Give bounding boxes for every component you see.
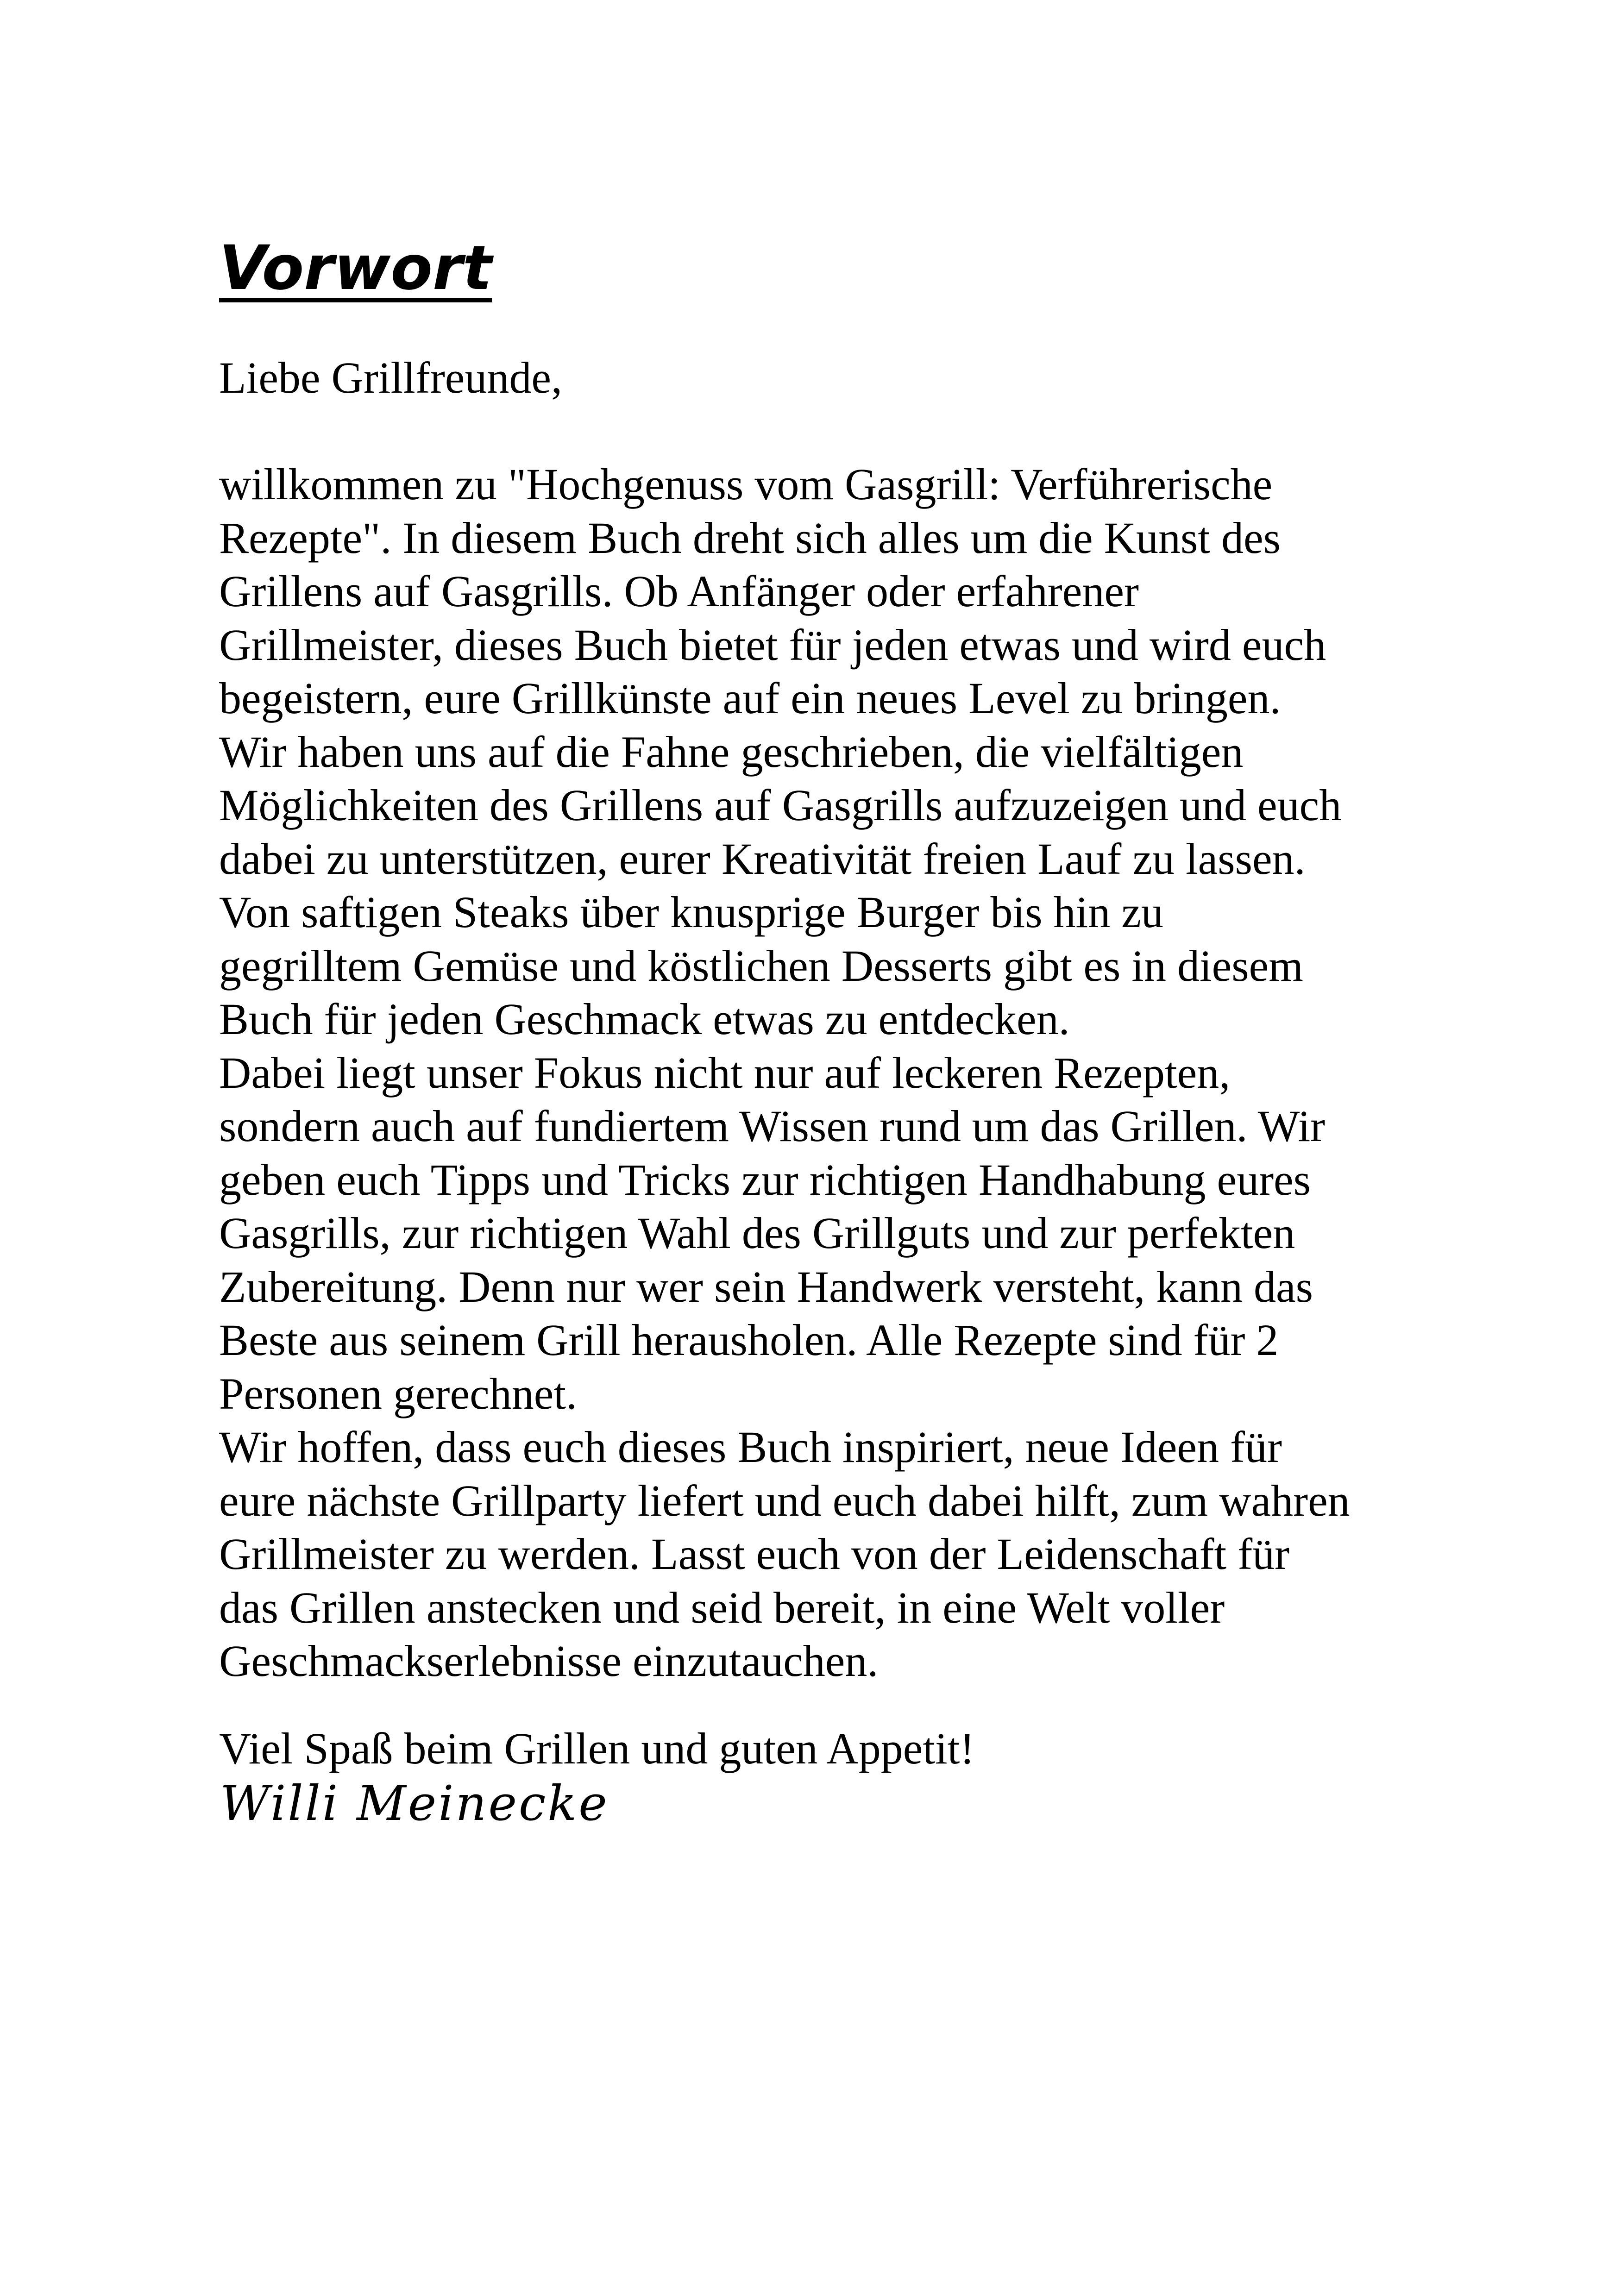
- body-line: geben euch Tipps und Tricks zur richtigen Handhabung eures: [219, 1154, 1311, 1204]
- body-line: Möglichkeiten des Grillens auf Gasgrills aufzuzeigen und euch: [219, 780, 1342, 830]
- body-line: Geschmackserlebnisse einzutauchen.: [219, 1636, 879, 1686]
- body-line: Grillmeister zu werden. Lasst euch von der Leidenschaft für: [219, 1529, 1290, 1579]
- greeting: Liebe Grillfreunde,: [219, 353, 562, 402]
- body-line: dabei zu unterstützen, eurer Kreativität freien Lauf zu lassen.: [219, 834, 1306, 884]
- body-paragraph: [219, 458, 1470, 1688]
- body-line: Beste aus seinem Grill herausholen. Alle Rezepte sind für 2: [219, 1315, 1279, 1365]
- closing-line: Viel Spaß beim Grillen und guten Appetit!: [219, 1724, 975, 1773]
- page-title: Vorwort: [219, 232, 492, 304]
- body-line: Personen gerechnet.: [219, 1368, 578, 1418]
- body-line: Dabei liegt unser Fokus nicht nur auf leckeren Rezepten,: [219, 1048, 1231, 1098]
- body-line: Buch für jeden Geschmack etwas zu entdecken.: [219, 994, 1070, 1044]
- body-line: willkommen zu "Hochgenuss vom Gasgrill: Verführerische: [219, 459, 1273, 509]
- body-line: Von saftigen Steaks über knusprige Burger bis hin zu: [219, 887, 1163, 937]
- body-line: begeistern, eure Grillkünste auf ein neues Level zu bringen.: [219, 673, 1281, 723]
- body-line: eure nächste Grillparty liefert und euch dabei hilft, zum wahren: [219, 1475, 1350, 1525]
- body-line: Rezepte". In diesem Buch dreht sich alles um die Kunst des: [219, 513, 1281, 563]
- body-line: sondern auch auf fundiertem Wissen rund um das Grillen. Wir: [219, 1101, 1326, 1151]
- body-line: Zubereitung. Denn nur wer sein Handwerk versteht, kann das: [219, 1261, 1313, 1311]
- body-line: Grillens auf Gasgrills. Ob Anfänger oder erfahrener: [219, 566, 1139, 616]
- body-line: das Grillen anstecken und seid bereit, in eine Welt voller: [219, 1582, 1225, 1632]
- body-line: Wir haben uns auf die Fahne geschrieben, die vielfältigen: [219, 727, 1244, 777]
- body-line: gegrilltem Gemüse und köstlichen Desserts gibt es in diesem: [219, 941, 1303, 991]
- signature: Willi Meinecke: [220, 1775, 609, 1832]
- body-line: Gasgrills, zur richtigen Wahl des Grillguts und zur perfekten: [219, 1208, 1295, 1258]
- body-line: Grillmeister, dieses Buch bietet für jeden etwas und wird euch: [219, 620, 1326, 670]
- body-line: Wir hoffen, dass euch dieses Buch inspiriert, neue Ideen für: [219, 1422, 1282, 1472]
